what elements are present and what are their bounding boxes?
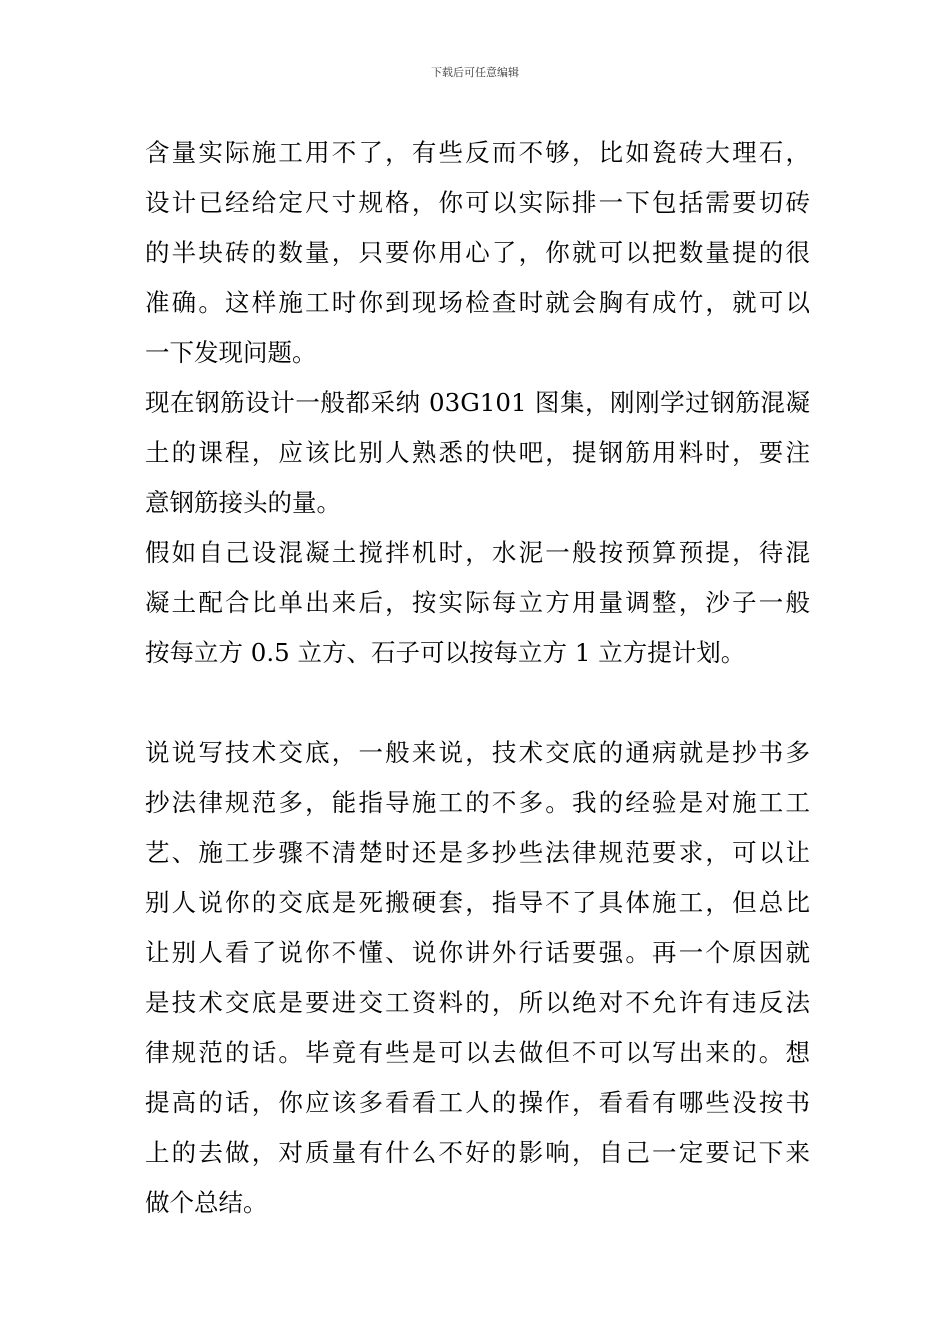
text-line: 说说写技术交底，一般来说，技术交底的通病就是抄书多 [145,738,810,767]
paragraph-3 [145,528,810,678]
paragraph-4 [145,728,810,1228]
text-line: 含量实际施工用不了，有些反而不够，比如瓷砖大理石， [145,138,810,167]
text-line: 土的课程，应该比别人熟悉的快吧，提钢筋用料时，要注 [145,438,810,467]
text-line: 让别人看了说你不懂、说你讲外行话要强。再一个原因就 [145,938,810,967]
text-line: 一下发现问题。 [145,338,317,367]
text-line: 准确。这样施工时你到现场检查时就会胸有成竹，就可以 [145,288,810,317]
text-line: 意钢筋接头的量。 [145,488,341,517]
text-line: 做个总结。 [145,1188,268,1217]
text-line: 上的去做，对质量有什么不好的影响，自己一定要记下来 [145,1138,810,1167]
text-line: 现在钢筋设计一般都采纳 03G101 图集，刚刚学过钢筋混凝 [145,388,810,417]
text-line: 艺、施工步骤不清楚时还是多抄些法律规范要求，可以让 [145,838,810,867]
text-line: 提高的话，你应该多看看工人的操作，看看有哪些没按书 [145,1088,810,1117]
text-line: 抄法律规范多，能指导施工的不多。我的经验是对施工工 [145,788,810,817]
text-line: 假如自己设混凝土搅拌机时，水泥一般按预算预提，待混 [145,538,810,567]
text-line: 别人说你的交底是死搬硬套，指导不了具体施工，但总比 [145,888,810,917]
paragraph-1 [145,128,810,378]
text-line: 设计已经给定尺寸规格，你可以实际排一下包括需要切砖 [145,188,810,217]
text-line: 是技术交底是要进交工资料的，所以绝对不允许有违反法 [145,988,810,1017]
document-body [145,128,810,1228]
text-line: 的半块砖的数量，只要你用心了，你就可以把数量提的很 [145,238,810,267]
page-header: 下载后可任意编辑 [431,66,519,79]
paragraph-2 [145,378,810,528]
paragraph-gap [145,678,810,728]
text-line: 凝土配合比单出来后，按实际每立方用量调整，沙子一般 [145,588,810,617]
text-line: 律规范的话。毕竟有些是可以去做但不可以写出来的。想 [145,1038,810,1067]
text-line: 按每立方 0.5 立方、石子可以按每立方 1 立方提计划。 [145,638,746,667]
